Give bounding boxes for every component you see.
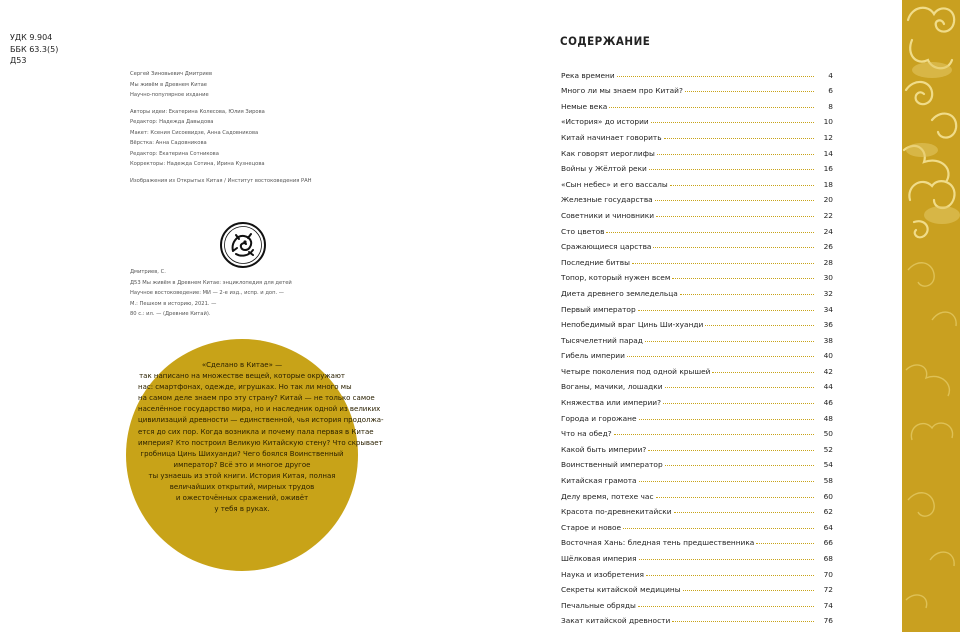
toc-entry[interactable] — [561, 360, 833, 376]
biblio-line: Дмитриев, С. — [130, 269, 166, 275]
toc-entry-page: 70 — [823, 569, 833, 579]
annotation-line: ты узнаешь из этой книги. История Китая, полная — [148, 471, 336, 480]
toc-entry-title: Княжества или империи? — [561, 398, 661, 408]
toc-entry-page: 62 — [823, 507, 833, 517]
toc-entry-title: Старое и новое — [561, 522, 622, 532]
toc-entry-title: Гибель империи — [561, 351, 625, 361]
toc-leader — [606, 232, 814, 233]
toc-entry[interactable] — [561, 189, 833, 205]
imprint-note: Изображения из Открытых Китая / Институт востоковедения РАН — [130, 177, 312, 184]
toc-entry-title: Красота по-древнекитайски — [561, 507, 672, 517]
toc-entry[interactable] — [561, 391, 833, 407]
toc-entry-page: 20 — [823, 195, 833, 205]
annotation-text — [138, 360, 384, 515]
toc-entry[interactable] — [561, 469, 833, 485]
toc-entry-page: 76 — [823, 616, 833, 626]
toc-entry-page: 24 — [823, 226, 833, 236]
toc-entry[interactable] — [561, 251, 833, 267]
toc-entry[interactable] — [561, 111, 833, 127]
annotation-line: так написано на множестве вещей, которые окружают — [139, 372, 345, 381]
toc-leader — [649, 169, 814, 170]
toc-leader — [653, 247, 814, 248]
toc-entry-page: 52 — [823, 444, 833, 454]
toc-entry-page: 6 — [828, 86, 833, 96]
toc-entry-title: Печальные обряды — [561, 600, 636, 610]
toc-leader — [639, 481, 814, 482]
toc-leader — [639, 559, 814, 560]
toc-entry[interactable] — [561, 314, 833, 330]
annotation-line: империя? Кто построил Великую Китайскую стену? Что скрывает — [138, 438, 383, 447]
biblio-line: Д53 Мы живём в Древнем Китае: энциклопедия для детей — [130, 279, 292, 286]
imprint-author: Сергей Зиновьевич Дмитриев — [130, 71, 213, 77]
toc-leader — [756, 543, 814, 544]
toc-entry-page: 16 — [823, 164, 833, 174]
toc-leader — [655, 200, 814, 201]
toc-leader — [646, 575, 814, 576]
toc-entry[interactable] — [561, 220, 833, 236]
imprint-block — [130, 69, 370, 186]
toc-entry-page: 46 — [823, 398, 833, 408]
toc-entry-title: Что на обед? — [561, 429, 612, 439]
toc-entry-title: Диета древнего земледельца — [561, 288, 678, 298]
toc-leader — [627, 356, 814, 357]
author-mark: Д53 — [10, 56, 27, 65]
toc-entry[interactable] — [561, 532, 833, 548]
classification-codes — [10, 32, 58, 67]
toc-leader — [639, 419, 814, 420]
toc-entry-title: «Сын небес» и его вассалы — [561, 179, 668, 189]
toc-entry[interactable] — [561, 329, 833, 345]
imprint-credit: Макет: Ксения Сисоевидзе, Анна Садовникова — [130, 129, 259, 136]
toc-entry-title: Воинственный император — [561, 460, 663, 470]
dragon-seal-icon — [219, 221, 267, 269]
toc-entry-title: Тысячелетний парад — [561, 335, 643, 345]
toc-leader — [614, 434, 814, 435]
toc-entry-title: Китай начинает говорить — [561, 132, 662, 142]
toc-entry-page: 14 — [823, 148, 833, 158]
toc-entry-page: 74 — [823, 600, 833, 610]
toc-leader — [705, 325, 814, 326]
toc-entry[interactable] — [561, 126, 833, 142]
biblio-line: М.: Пешком в историю, 2021. — — [130, 300, 217, 307]
toc-entry[interactable] — [561, 485, 833, 501]
toc-leader — [712, 372, 814, 373]
toc-entry-title: Секреты китайской медицины — [561, 585, 681, 595]
toc-entry-title: Города и горожане — [561, 413, 637, 423]
toc-entry-page: 28 — [823, 257, 833, 267]
toc-leader — [663, 403, 814, 404]
toc-entry-title: Топор, который нужен всем — [561, 273, 671, 283]
toc-leader — [623, 528, 814, 529]
toc-leader — [609, 107, 814, 108]
toc-entry-title: Четыре поколения под одной крышей — [561, 366, 711, 376]
toc-leader — [685, 91, 814, 92]
toc-entry-page: 48 — [823, 413, 833, 423]
imprint-credit: Редактор: Екатерина Сотникова — [130, 150, 219, 157]
toc-leader — [683, 590, 814, 591]
toc-entry[interactable] — [561, 579, 833, 595]
biblio-line: Научное востоковедение: МИ — 2-е изд., испр. и доп. — — [130, 290, 284, 296]
bibliographic-record — [130, 267, 370, 320]
toc-entry-page: 36 — [823, 320, 833, 330]
toc-entry-page: 40 — [823, 351, 833, 361]
toc-leader — [638, 606, 814, 607]
toc-entry-page: 4 — [828, 70, 833, 80]
toc-entry-title: Восточная Хань: бледная тень предшественника — [561, 538, 755, 548]
toc-entry-page: 64 — [823, 522, 833, 532]
toc-entry-title: Шёлковая империя — [561, 554, 637, 563]
table-of-contents — [561, 64, 833, 625]
toc-entry[interactable] — [561, 142, 833, 158]
toc-leader — [617, 76, 814, 77]
toc-entry-title: Как говорят иероглифы — [561, 148, 655, 158]
toc-entry[interactable] — [561, 594, 833, 610]
annotation-line: император? Всё это и многое другое — [173, 460, 311, 469]
toc-entry-page: 72 — [823, 585, 833, 595]
toc-entry-page: 22 — [823, 210, 833, 220]
annotation-line: на самом деле знаем про эту страну? Китай — не только самое — [138, 394, 375, 403]
toc-entry-page: 30 — [823, 273, 833, 283]
toc-entry-title: Первый император — [561, 304, 636, 314]
toc-entry[interactable] — [561, 282, 833, 298]
annotation-line: населённое государство мира, но и наследник одной из великих — [138, 405, 381, 414]
toc-leader — [638, 310, 814, 311]
toc-entry[interactable] — [561, 64, 833, 80]
toc-entry[interactable] — [561, 407, 833, 423]
annotation-line: гробница Цинь Шихуанди? Чего боялся Воинственный — [140, 449, 344, 458]
toc-entry-page: 26 — [823, 242, 833, 252]
toc-leader — [674, 512, 814, 513]
toc-entry-page: 54 — [823, 460, 833, 470]
toc-entry[interactable] — [561, 516, 833, 532]
toc-leader — [657, 154, 814, 155]
cloud-pattern-icon — [902, 0, 960, 632]
annotation-line: ется до сих пор. Когда возникла и почему пала первая в Китае — [138, 427, 374, 436]
toc-entry-page: 10 — [823, 117, 833, 127]
toc-entry-page: 50 — [823, 429, 833, 439]
toc-entry[interactable] — [561, 95, 833, 111]
annotation-line: величайших открытий, мирных трудов — [169, 483, 315, 492]
imprint-credit: Вёрстка: Анна Садовникова — [130, 140, 207, 146]
toc-entry-page: 68 — [823, 554, 833, 563]
toc-entry-title: Сражающиеся царства — [561, 242, 652, 252]
imprint-title: Мы живём в Древнем Китае — [130, 81, 207, 88]
toc-leader — [665, 465, 814, 466]
imprint-credit: Редактор: Надежда Давыдова — [130, 119, 214, 125]
bbk-code: ББК 63.3(5) — [10, 44, 59, 54]
toc-entry-title: «История» до истории — [561, 117, 649, 127]
cloud-ornament-border — [902, 0, 960, 632]
toc-entry-title: Река времени — [561, 70, 615, 80]
toc-entry-page: 12 — [823, 132, 833, 142]
toc-entry[interactable] — [561, 236, 833, 252]
toc-leader — [656, 497, 814, 498]
toc-entry[interactable] — [561, 376, 833, 392]
toc-entry[interactable] — [561, 610, 833, 626]
toc-entry-page: 58 — [823, 476, 833, 486]
toc-entry[interactable] — [561, 173, 833, 189]
toc-entry[interactable] — [561, 563, 833, 579]
toc-entry[interactable] — [561, 423, 833, 439]
biblio-line: 80 с.: ил. — (Древние Китай). — [130, 311, 211, 317]
toc-entry-page: 8 — [828, 101, 833, 111]
imprint-credit: Корректоры: Надежда Сотина, Ирина Кузнецова — [130, 161, 265, 167]
toc-leader — [645, 341, 814, 342]
imprint-genre: Научно-популярное издание — [130, 92, 209, 98]
toc-entry-page: 66 — [823, 538, 833, 548]
toc-entry-title: Советники и чиновники — [561, 210, 655, 220]
toc-entry[interactable] — [561, 438, 833, 454]
toc-entry-title: Последние битвы — [561, 257, 630, 267]
left-page — [0, 0, 470, 632]
toc-entry-page: 32 — [823, 288, 833, 298]
toc-entry-title: Воганы, мачики, лошадки — [561, 382, 663, 392]
toc-entry-page: 42 — [823, 366, 833, 376]
toc-entry-title: Какой быть империи? — [561, 444, 647, 454]
toc-leader — [656, 216, 814, 217]
toc-entry-title: Китайская грамота — [561, 476, 637, 486]
toc-entry[interactable] — [561, 158, 833, 174]
toc-leader — [665, 387, 814, 388]
toc-entry-page: 34 — [823, 304, 833, 314]
imprint-credit: Авторы идеи: Екатерина Колесова, Юлия Зирова — [130, 108, 265, 115]
toc-leader — [670, 185, 814, 186]
toc-entry-title: Делу время, потехе час — [561, 491, 654, 501]
toc-leader — [672, 278, 814, 279]
toc-title: СОДЕРЖАНИЕ — [560, 34, 651, 48]
toc-entry-title: Сто цветов — [561, 226, 605, 236]
toc-entry-title: Железные государства — [561, 195, 653, 205]
toc-entry-page: 60 — [823, 491, 833, 501]
toc-entry[interactable] — [561, 298, 833, 314]
annotation-line: цивилизаций древности — единственной, чья история продолжа- — [138, 416, 384, 425]
toc-leader — [632, 263, 814, 264]
annotation-line: и ожесточённых сражений, оживёт — [175, 494, 309, 503]
annotation-line: «Сделано в Китае» — — [201, 361, 283, 369]
annotation-line: нас: смартфонах, одежде, игрушках. Но так ли много мы — [138, 383, 352, 392]
toc-entry-page: 18 — [823, 179, 833, 189]
toc-entry[interactable] — [561, 267, 833, 283]
toc-entry-page: 38 — [823, 335, 833, 345]
toc-leader — [664, 138, 814, 139]
annotation-line: у тебя в руках. — [214, 505, 270, 514]
toc-entry[interactable] — [561, 204, 833, 220]
toc-entry-page: 44 — [823, 382, 833, 392]
toc-entry[interactable] — [561, 345, 833, 361]
toc-entry-title: Войны у Жёлтой реки — [561, 164, 647, 174]
toc-entry[interactable] — [561, 80, 833, 96]
toc-entry-title: Наука и изобретения — [561, 569, 644, 579]
toc-leader — [680, 294, 814, 295]
toc-leader — [672, 621, 814, 622]
toc-leader — [651, 122, 814, 123]
udk-code: УДК 9.904 — [10, 33, 53, 42]
toc-entry-title: Много ли мы знаем про Китай? — [561, 86, 683, 96]
toc-entry[interactable] — [561, 547, 833, 563]
toc-entry-title: Немые века — [561, 101, 608, 111]
toc-entry[interactable] — [561, 454, 833, 470]
toc-entry-title: Непобедимый враг Цинь Ши-хуанди — [561, 320, 704, 330]
toc-entry-title: Закат китайской древности — [561, 616, 671, 626]
toc-entry[interactable] — [561, 501, 833, 517]
toc-leader — [648, 450, 814, 451]
